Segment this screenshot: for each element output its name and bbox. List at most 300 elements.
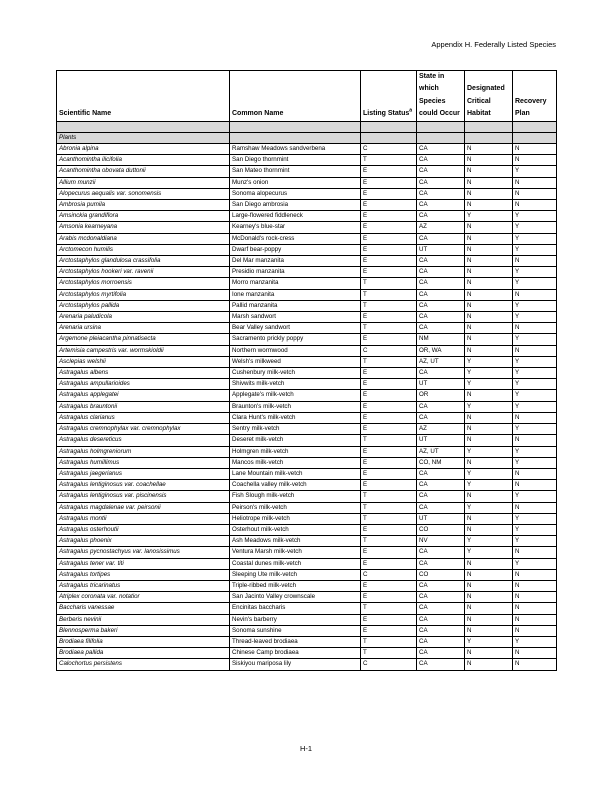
listing-status-cell: E xyxy=(361,267,417,278)
recovery-plan-cell: N xyxy=(513,144,557,155)
running-header: Appendix H. Federally Listed Species xyxy=(431,40,556,49)
scientific-name-cell: Acanthomintha obovata duttonii xyxy=(57,166,230,177)
scientific-name-cell: Astragalus osterhoutii xyxy=(57,524,230,535)
critical-habitat-cell: N xyxy=(465,278,513,289)
critical-habitat-cell: Y xyxy=(465,502,513,513)
common-name-cell: Sacramento prickly poppy xyxy=(230,334,361,345)
critical-habitat-cell: N xyxy=(465,659,513,670)
table-row xyxy=(57,468,557,479)
listing-status-cell: T xyxy=(361,289,417,300)
common-name-cell: Encinitas baccharis xyxy=(230,603,361,614)
common-name-cell: Kearney's blue-star xyxy=(230,222,361,233)
table-row xyxy=(57,244,557,255)
common-name-cell: Pallid manzanita xyxy=(230,300,361,311)
common-name-cell: Coachella valley milk-vetch xyxy=(230,480,361,491)
common-name-cell: Presidio manzanita xyxy=(230,267,361,278)
state-cell: OR, WA xyxy=(417,345,465,356)
state-cell: NV xyxy=(417,536,465,547)
critical-habitat-cell: N xyxy=(465,648,513,659)
critical-habitat-cell: N xyxy=(465,155,513,166)
group-cell xyxy=(513,132,557,143)
table-row xyxy=(57,435,557,446)
listing-status-cell: E xyxy=(361,446,417,457)
critical-habitat-cell: N xyxy=(465,457,513,468)
recovery-plan-cell: N xyxy=(513,614,557,625)
common-name-cell: Osterhout milk-vetch xyxy=(230,524,361,535)
table-row xyxy=(57,256,557,267)
table-body xyxy=(57,121,557,670)
common-name-cell: Chinese Camp brodiaea xyxy=(230,648,361,659)
scientific-name-cell: Astragalus jaegerianus xyxy=(57,468,230,479)
scientific-name-cell: Arctostaphylos myrtifolia xyxy=(57,289,230,300)
critical-habitat-cell: N xyxy=(465,603,513,614)
listing-status-cell: T xyxy=(361,435,417,446)
scientific-name-cell: Astragalus applegatei xyxy=(57,390,230,401)
table-row xyxy=(57,614,557,625)
state-cell: OR xyxy=(417,390,465,401)
table-row xyxy=(57,547,557,558)
table-row xyxy=(57,267,557,278)
critical-habitat-cell: N xyxy=(465,345,513,356)
common-name-cell: Northern wormwood xyxy=(230,345,361,356)
listing-status-cell: T xyxy=(361,155,417,166)
critical-habitat-cell: N xyxy=(465,513,513,524)
recovery-plan-cell: Y xyxy=(513,334,557,345)
scientific-name-cell: Astragalus montii xyxy=(57,513,230,524)
scientific-name-cell: Amsinckia grandiflora xyxy=(57,211,230,222)
table-row xyxy=(57,424,557,435)
table-row xyxy=(57,166,557,177)
state-cell: CA xyxy=(417,289,465,300)
common-name-cell: Ione manzanita xyxy=(230,289,361,300)
recovery-plan-cell: Y xyxy=(513,513,557,524)
state-cell: CO, NM xyxy=(417,457,465,468)
recovery-plan-cell: N xyxy=(513,468,557,479)
recovery-plan-cell: N xyxy=(513,435,557,446)
species-table xyxy=(56,70,557,671)
header-row xyxy=(57,71,557,122)
state-cell: CA xyxy=(417,177,465,188)
listing-status-cell: E xyxy=(361,625,417,636)
common-name-cell: Coastal dunes milk-vetch xyxy=(230,558,361,569)
scientific-name-cell: Arctostaphylos hookeri var. ravenii xyxy=(57,267,230,278)
state-cell: CO xyxy=(417,524,465,535)
scientific-name-cell: Astragalus ampullarioides xyxy=(57,379,230,390)
table-row xyxy=(57,513,557,524)
state-cell: UT xyxy=(417,379,465,390)
recovery-plan-cell: Y xyxy=(513,368,557,379)
common-name-cell: Heliotrope milk-vetch xyxy=(230,513,361,524)
state-cell: CA xyxy=(417,401,465,412)
state-cell: AZ xyxy=(417,424,465,435)
common-name-cell: Sonoma sunshine xyxy=(230,625,361,636)
recovery-plan-cell: Y xyxy=(513,166,557,177)
scientific-name-cell: Acanthomintha ilicifolia xyxy=(57,155,230,166)
common-name-cell: San Diego ambrosia xyxy=(230,200,361,211)
listing-status-cell: T xyxy=(361,356,417,367)
recovery-plan-cell: Y xyxy=(513,390,557,401)
common-name-cell: Bear Valley sandwort xyxy=(230,323,361,334)
state-cell: CA xyxy=(417,480,465,491)
table-row xyxy=(57,569,557,580)
listing-status-cell: E xyxy=(361,233,417,244)
critical-habitat-cell: N xyxy=(465,390,513,401)
scientific-name-cell: Artemisia campestris var. wormskioldii xyxy=(57,345,230,356)
critical-habitat-cell: N xyxy=(465,166,513,177)
scientific-name-cell: Arenaria ursina xyxy=(57,323,230,334)
state-cell: UT xyxy=(417,244,465,255)
critical-habitat-cell: Y xyxy=(465,356,513,367)
state-cell: CA xyxy=(417,166,465,177)
critical-habitat-cell: N xyxy=(465,569,513,580)
table-row xyxy=(57,480,557,491)
table-row xyxy=(57,412,557,423)
critical-habitat-cell: N xyxy=(465,188,513,199)
recovery-plan-cell: N xyxy=(513,648,557,659)
listing-status-cell: E xyxy=(361,412,417,423)
table-row xyxy=(57,312,557,323)
scientific-name-cell: Astragalus albens xyxy=(57,368,230,379)
listing-status-cell: C xyxy=(361,659,417,670)
recovery-plan-cell: Y xyxy=(513,233,557,244)
common-name-cell: Sonoma alopecurus xyxy=(230,188,361,199)
table-row xyxy=(57,390,557,401)
critical-habitat-cell: Y xyxy=(465,379,513,390)
listing-status-cell: E xyxy=(361,480,417,491)
group-cell xyxy=(230,132,361,143)
critical-habitat-cell: Y xyxy=(465,446,513,457)
recovery-plan-cell: N xyxy=(513,412,557,423)
common-name-cell: Lane Mountain milk-vetch xyxy=(230,468,361,479)
scientific-name-cell: Berberis nevinii xyxy=(57,614,230,625)
scientific-name-cell: Astragalus humillimus xyxy=(57,457,230,468)
common-name-cell: San Diego thornmint xyxy=(230,155,361,166)
recovery-plan-cell: Y xyxy=(513,300,557,311)
listing-status-cell: T xyxy=(361,323,417,334)
table-row xyxy=(57,446,557,457)
state-cell: CA xyxy=(417,188,465,199)
listing-status-cell: E xyxy=(361,558,417,569)
critical-habitat-cell: N xyxy=(465,435,513,446)
critical-habitat-cell: Y xyxy=(465,211,513,222)
critical-habitat-cell: N xyxy=(465,614,513,625)
scientific-name-cell: Astragalus lentiginosus var. piscinensis xyxy=(57,491,230,502)
common-name-cell: Applegate's milk-vetch xyxy=(230,390,361,401)
footnote-marker: a xyxy=(409,107,413,114)
common-name-cell: Mancos milk-vetch xyxy=(230,457,361,468)
critical-habitat-cell: N xyxy=(465,491,513,502)
listing-status-cell: T xyxy=(361,648,417,659)
state-cell: CA xyxy=(417,502,465,513)
listing-status-cell: E xyxy=(361,334,417,345)
critical-habitat-cell: Y xyxy=(465,636,513,647)
listing-status-cell: E xyxy=(361,222,417,233)
recovery-plan-cell: Y xyxy=(513,244,557,255)
group-cell xyxy=(361,132,417,143)
recovery-plan-cell: N xyxy=(513,177,557,188)
state-cell: NM xyxy=(417,334,465,345)
recovery-plan-cell: N xyxy=(513,188,557,199)
table-row xyxy=(57,345,557,356)
scientific-name-cell: Arabis mcdonaldiana xyxy=(57,233,230,244)
listing-status-cell: E xyxy=(361,166,417,177)
group-label: Plants xyxy=(57,132,230,143)
state-cell: AZ, UT xyxy=(417,446,465,457)
recovery-plan-cell: Y xyxy=(513,524,557,535)
recovery-plan-cell: N xyxy=(513,323,557,334)
table-row xyxy=(57,211,557,222)
critical-habitat-cell: N xyxy=(465,300,513,311)
table-row xyxy=(57,233,557,244)
state-cell: AZ, UT xyxy=(417,356,465,367)
critical-habitat-cell: N xyxy=(465,334,513,345)
critical-habitat-cell: N xyxy=(465,524,513,535)
spacer-row xyxy=(57,121,557,132)
scientific-name-cell: Astragalus holmgreniorum xyxy=(57,446,230,457)
state-cell: CA xyxy=(417,547,465,558)
common-name-cell: San Mateo thornmint xyxy=(230,166,361,177)
listing-status-cell: C xyxy=(361,569,417,580)
listing-status-cell: E xyxy=(361,592,417,603)
table-row xyxy=(57,592,557,603)
spacer-cell xyxy=(361,121,417,132)
common-name-cell: Del Mar manzanita xyxy=(230,256,361,267)
critical-habitat-cell: N xyxy=(465,200,513,211)
header-state: State in which Species could Occur xyxy=(417,71,465,122)
common-name-cell: Ventura Marsh milk-vetch xyxy=(230,547,361,558)
common-name-cell: McDonald's rock-cress xyxy=(230,233,361,244)
scientific-name-cell: Astragalus pycnostachyus var. lanosissimus xyxy=(57,547,230,558)
critical-habitat-cell: N xyxy=(465,267,513,278)
listing-status-cell: E xyxy=(361,368,417,379)
table-row xyxy=(57,558,557,569)
recovery-plan-cell: N xyxy=(513,625,557,636)
table-row xyxy=(57,356,557,367)
page-number: H-1 xyxy=(299,744,313,753)
recovery-plan-cell: Y xyxy=(513,636,557,647)
table-row xyxy=(57,536,557,547)
common-name-cell: Dwarf bear-poppy xyxy=(230,244,361,255)
common-name-cell: Thread-leaved brodiaea xyxy=(230,636,361,647)
critical-habitat-cell: N xyxy=(465,323,513,334)
recovery-plan-cell: Y xyxy=(513,457,557,468)
state-cell: CA xyxy=(417,558,465,569)
scientific-name-cell: Arctomecon humilis xyxy=(57,244,230,255)
critical-habitat-cell: Y xyxy=(465,547,513,558)
table-row xyxy=(57,636,557,647)
listing-status-cell: T xyxy=(361,536,417,547)
state-cell: CA xyxy=(417,278,465,289)
recovery-plan-cell: N xyxy=(513,569,557,580)
table-row xyxy=(57,334,557,345)
critical-habitat-cell: Y xyxy=(465,368,513,379)
listing-status-cell: E xyxy=(361,580,417,591)
scientific-name-cell: Astragalus desereticus xyxy=(57,435,230,446)
scientific-name-cell: Astragalus brauntonii xyxy=(57,401,230,412)
recovery-plan-cell: Y xyxy=(513,491,557,502)
listing-status-cell: E xyxy=(361,312,417,323)
scientific-name-cell: Arenaria paludicola xyxy=(57,312,230,323)
critical-habitat-cell: N xyxy=(465,592,513,603)
state-cell: CA xyxy=(417,211,465,222)
common-name-cell: Clara Hunt's milk-vetch xyxy=(230,412,361,423)
scientific-name-cell: Amsonia kearneyana xyxy=(57,222,230,233)
common-name-cell: Nevin's barberry xyxy=(230,614,361,625)
table-row xyxy=(57,603,557,614)
scientific-name-cell: Blennosperma bakeri xyxy=(57,625,230,636)
recovery-plan-cell: Y xyxy=(513,267,557,278)
listing-status-cell: T xyxy=(361,603,417,614)
scientific-name-cell: Astragalus tortipes xyxy=(57,569,230,580)
recovery-plan-cell: N xyxy=(513,200,557,211)
state-cell: UT xyxy=(417,513,465,524)
scientific-name-cell: Abronia alpina xyxy=(57,144,230,155)
scientific-name-cell: Astragalus phoenix xyxy=(57,536,230,547)
group-cell xyxy=(465,132,513,143)
state-cell: AZ xyxy=(417,222,465,233)
table-row xyxy=(57,278,557,289)
state-cell: CA xyxy=(417,144,465,155)
table-row xyxy=(57,580,557,591)
recovery-plan-cell: N xyxy=(513,480,557,491)
state-cell: CA xyxy=(417,468,465,479)
recovery-plan-cell: N xyxy=(513,580,557,591)
listing-status-cell: E xyxy=(361,424,417,435)
state-cell: CA xyxy=(417,267,465,278)
critical-habitat-cell: N xyxy=(465,625,513,636)
common-name-cell: Marsh sandwort xyxy=(230,312,361,323)
recovery-plan-cell: Y xyxy=(513,401,557,412)
scientific-name-cell: Brodiaea pallida xyxy=(57,648,230,659)
state-cell: CA xyxy=(417,368,465,379)
state-cell: CA xyxy=(417,625,465,636)
scientific-name-cell: Ambrosia pumila xyxy=(57,200,230,211)
critical-habitat-cell: N xyxy=(465,312,513,323)
listing-status-cell: E xyxy=(361,244,417,255)
recovery-plan-cell: N xyxy=(513,345,557,356)
listing-status-cell: E xyxy=(361,390,417,401)
table-row xyxy=(57,188,557,199)
listing-status-cell: E xyxy=(361,379,417,390)
critical-habitat-cell: Y xyxy=(465,468,513,479)
critical-habitat-cell: N xyxy=(465,580,513,591)
listing-status-cell: C xyxy=(361,144,417,155)
recovery-plan-cell: Y xyxy=(513,536,557,547)
recovery-plan-cell: N xyxy=(513,603,557,614)
listing-status-cell: E xyxy=(361,524,417,535)
header-scientific-name: Scientific Name xyxy=(57,71,230,122)
table-row xyxy=(57,379,557,390)
listing-status-cell: E xyxy=(361,177,417,188)
recovery-plan-cell: Y xyxy=(513,379,557,390)
critical-habitat-cell: N xyxy=(465,177,513,188)
table-row xyxy=(57,457,557,468)
listing-status-cell: T xyxy=(361,636,417,647)
critical-habitat-cell: N xyxy=(465,222,513,233)
group-row xyxy=(57,132,557,143)
scientific-name-cell: Astragalus tener var. titi xyxy=(57,558,230,569)
common-name-cell: Peirson's milk-vetch xyxy=(230,502,361,513)
state-cell: CA xyxy=(417,491,465,502)
group-cell xyxy=(417,132,465,143)
common-name-cell: Morro manzanita xyxy=(230,278,361,289)
listing-status-cell: E xyxy=(361,256,417,267)
recovery-plan-cell: N xyxy=(513,256,557,267)
scientific-name-cell: Alopecurus aequalis var. sonomensis xyxy=(57,188,230,199)
header-listing-status-label: Listing Status xyxy=(363,110,410,118)
common-name-cell: Welsh's milkweed xyxy=(230,356,361,367)
scientific-name-cell: Astragalus magdalenae var. peirsonii xyxy=(57,502,230,513)
recovery-plan-cell: N xyxy=(513,155,557,166)
table-row xyxy=(57,401,557,412)
listing-status-cell: E xyxy=(361,468,417,479)
state-cell: CA xyxy=(417,233,465,244)
critical-habitat-cell: N xyxy=(465,424,513,435)
critical-habitat-cell: N xyxy=(465,558,513,569)
listing-status-cell: E xyxy=(361,211,417,222)
scientific-name-cell: Arctostaphylos morroensis xyxy=(57,278,230,289)
state-cell: CA xyxy=(417,300,465,311)
recovery-plan-cell: N xyxy=(513,289,557,300)
common-name-cell: Munz's onion xyxy=(230,177,361,188)
header-critical-habitat: Designated Critical Habitat xyxy=(465,71,513,122)
state-cell: CA xyxy=(417,155,465,166)
recovery-plan-cell: Y xyxy=(513,211,557,222)
table-row xyxy=(57,648,557,659)
scientific-name-cell: Allium munzii xyxy=(57,177,230,188)
listing-status-cell: T xyxy=(361,502,417,513)
spacer-cell xyxy=(417,121,465,132)
state-cell: CA xyxy=(417,200,465,211)
critical-habitat-cell: Y xyxy=(465,536,513,547)
scientific-name-cell: Astragalus lentiginosus var. coachellae xyxy=(57,480,230,491)
table-row xyxy=(57,300,557,311)
critical-habitat-cell: N xyxy=(465,144,513,155)
critical-habitat-cell: N xyxy=(465,256,513,267)
scientific-name-cell: Calochortus persistens xyxy=(57,659,230,670)
state-cell: CA xyxy=(417,312,465,323)
spacer-cell xyxy=(465,121,513,132)
table-row xyxy=(57,524,557,535)
common-name-cell: Shivwits milk-vetch xyxy=(230,379,361,390)
state-cell: CA xyxy=(417,636,465,647)
state-cell: CA xyxy=(417,648,465,659)
header-common-name: Common Name xyxy=(230,71,361,122)
spacer-cell xyxy=(230,121,361,132)
table-row xyxy=(57,502,557,513)
state-cell: CA xyxy=(417,659,465,670)
spacer-cell xyxy=(513,121,557,132)
state-cell: CO xyxy=(417,569,465,580)
scientific-name-cell: Asclepias welshii xyxy=(57,356,230,367)
scientific-name-cell: Argemone pleiacantha pinnatisecta xyxy=(57,334,230,345)
table-row xyxy=(57,368,557,379)
scientific-name-cell: Atriplex coronata var. notatior xyxy=(57,592,230,603)
state-cell: CA xyxy=(417,323,465,334)
spacer-cell xyxy=(57,121,230,132)
common-name-cell: Ramshaw Meadows sandverbena xyxy=(230,144,361,155)
table-row xyxy=(57,491,557,502)
critical-habitat-cell: Y xyxy=(465,480,513,491)
common-name-cell: Sentry milk-vetch xyxy=(230,424,361,435)
table-row xyxy=(57,659,557,670)
critical-habitat-cell: N xyxy=(465,289,513,300)
state-cell: CA xyxy=(417,592,465,603)
listing-status-cell: T xyxy=(361,513,417,524)
recovery-plan-cell: N xyxy=(513,592,557,603)
listing-status-cell: T xyxy=(361,278,417,289)
table-row xyxy=(57,625,557,636)
